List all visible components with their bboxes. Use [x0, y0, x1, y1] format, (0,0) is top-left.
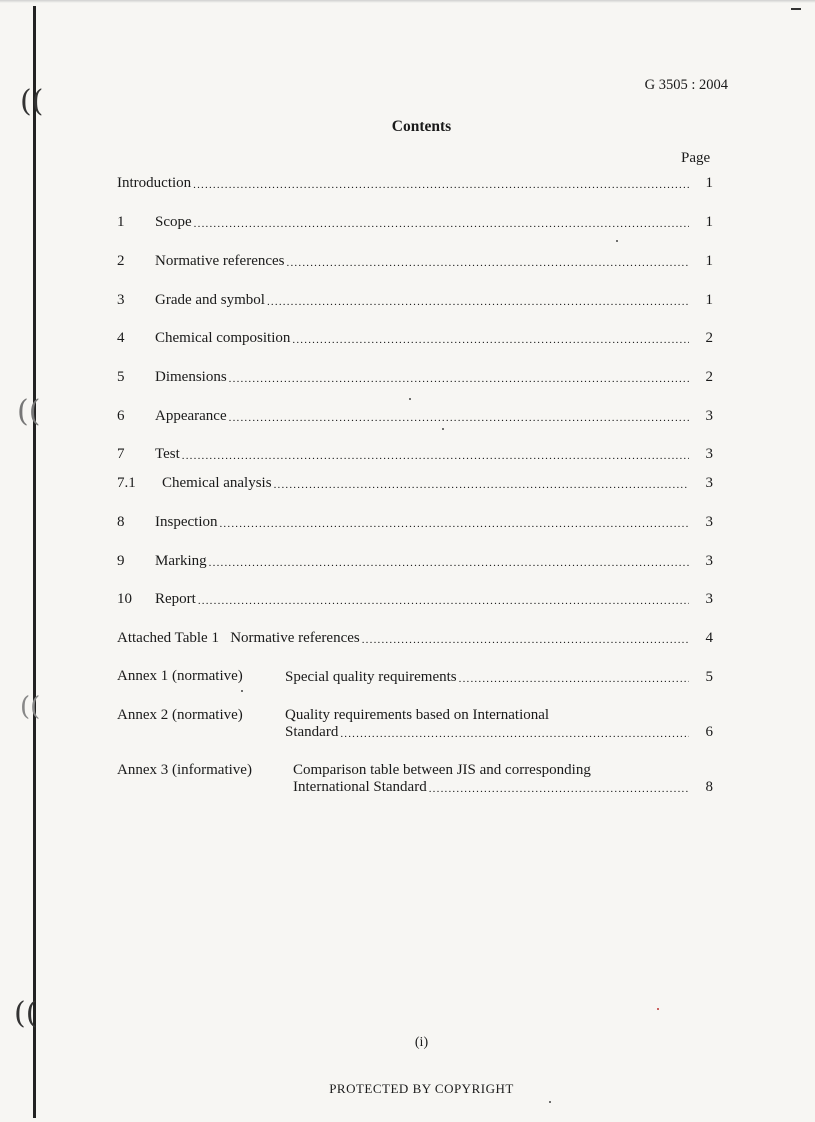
toc-entry-page: 3	[705, 446, 713, 462]
toc-leader-dots	[292, 333, 689, 347]
toc-entry[interactable]	[117, 172, 713, 192]
toc-entry[interactable]	[285, 721, 713, 741]
annex-title-continued: Standard	[285, 724, 339, 740]
punch-hole-mark: ((	[17, 394, 41, 429]
toc-entry[interactable]	[285, 666, 713, 686]
toc-entry-page: 3	[705, 408, 713, 424]
table-of-contents	[117, 0, 713, 1122]
binding-edge-line	[33, 6, 36, 1118]
toc-entry-page: 2	[705, 369, 713, 385]
corner-mark	[791, 8, 801, 10]
copyright-notice: PROTECTED BY COPYRIGHT	[329, 1081, 514, 1096]
toc-leader-dots	[193, 178, 689, 192]
toc-entry[interactable]	[117, 327, 713, 347]
toc-entry-label: Chemical analysis	[162, 475, 272, 491]
toc-leader-dots	[182, 449, 689, 463]
toc-entry[interactable]	[117, 550, 713, 570]
toc-entry-page: 5	[705, 669, 713, 685]
punch-hole-mark: ((	[14, 996, 38, 1031]
toc-entry-label: Inspection	[155, 514, 218, 530]
toc-entry-page: 4	[705, 630, 713, 646]
toc-entry-number: 10	[117, 591, 132, 607]
toc-entry-label: Appearance	[155, 408, 227, 424]
toc-entry[interactable]	[117, 366, 713, 386]
toc-entry-number: 1	[117, 214, 125, 230]
annex-title-continued: International Standard	[293, 779, 427, 795]
toc-entry-number: 3	[117, 292, 125, 308]
document-id: G 3505 : 2004	[644, 77, 728, 93]
toc-entry-number: 6	[117, 408, 125, 424]
toc-leader-dots	[219, 517, 689, 531]
toc-entry-label: Introduction	[117, 175, 192, 191]
toc-entry-page: 2	[705, 330, 713, 346]
toc-entry[interactable]	[117, 405, 713, 425]
toc-leader-dots	[340, 727, 689, 741]
toc-entry-page: 3	[705, 514, 713, 530]
toc-leader-dots	[229, 372, 689, 386]
toc-entry-page: 1	[705, 214, 713, 230]
toc-entry-number: 5	[117, 369, 125, 385]
page-number: (i)	[414, 1035, 429, 1050]
toc-entry-label: Attached Table 1 Normative references	[117, 630, 360, 646]
toc-entry-number: 7	[117, 446, 125, 462]
annex-label: Annex 1 (normative)	[117, 668, 243, 684]
toc-entry-page: 1	[705, 292, 713, 308]
toc-entry[interactable]	[117, 588, 713, 608]
toc-leader-dots	[274, 478, 689, 492]
toc-entry-label: Scope	[155, 214, 192, 230]
toc-entry-number: 4	[117, 330, 125, 346]
toc-leader-dots	[229, 411, 689, 425]
toc-leader-dots	[267, 295, 689, 309]
toc-entry[interactable]	[117, 250, 713, 270]
toc-entry[interactable]	[293, 776, 713, 796]
toc-entry-label: Chemical composition	[155, 330, 291, 346]
annex-title: Special quality requirements	[285, 669, 457, 685]
toc-entry-page: 1	[705, 253, 713, 269]
toc-entry-page: 3	[705, 475, 713, 491]
toc-entry[interactable]	[117, 511, 713, 531]
page-title: Contents	[391, 118, 452, 135]
toc-leader-dots	[198, 594, 689, 608]
toc-entry-page: 3	[705, 591, 713, 607]
toc-leader-dots	[194, 217, 689, 231]
annex-title: Comparison table between JIS and corresponding	[293, 762, 591, 778]
punch-hole-mark: ((	[20, 692, 41, 722]
toc-leader-dots	[287, 256, 689, 270]
toc-entry-label: Report	[155, 591, 196, 607]
toc-entry-number: 2	[117, 253, 125, 269]
punch-hole-mark: ((	[20, 84, 44, 119]
page-column-label: Page	[681, 150, 711, 166]
toc-entry[interactable]	[117, 289, 713, 309]
toc-leader-dots	[362, 633, 689, 647]
toc-entry-label: Test	[155, 446, 180, 462]
toc-entry-label: Normative references	[155, 253, 285, 269]
toc-leader-dots	[209, 556, 689, 570]
annex-title: Quality requirements based on International	[285, 707, 550, 723]
toc-entry-label: Dimensions	[155, 369, 227, 385]
annex-label: Annex 2 (normative)	[117, 707, 243, 723]
toc-entry-number: 8	[117, 514, 125, 530]
toc-entry[interactable]	[117, 472, 713, 492]
toc-entry[interactable]	[117, 211, 713, 231]
annex-label: Annex 3 (informative)	[117, 762, 252, 778]
toc-entry-label: Grade and symbol	[155, 292, 265, 308]
toc-entry[interactable]	[117, 627, 713, 647]
toc-entry-page: 3	[705, 553, 713, 569]
toc-entry-page: 8	[705, 779, 713, 795]
toc-leader-dots	[459, 672, 689, 686]
toc-entry-number: 9	[117, 553, 125, 569]
toc-entry-label: Marking	[155, 553, 207, 569]
toc-entry-page: 6	[705, 724, 713, 740]
toc-leader-dots	[429, 782, 689, 796]
toc-entry[interactable]	[117, 443, 713, 463]
toc-entry-number: 7.1	[117, 475, 136, 491]
toc-entry-page: 1	[705, 175, 713, 191]
